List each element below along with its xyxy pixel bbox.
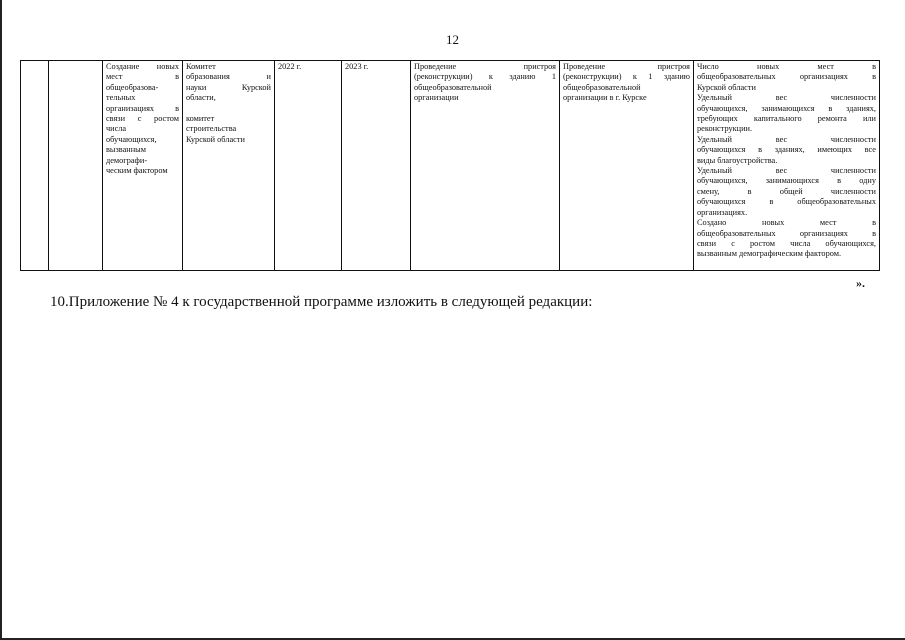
text-line: организации в г. Курске <box>563 93 647 103</box>
text-line: общеобразовательных организациях в <box>697 228 876 238</box>
text-line: Удельный вес численности <box>697 93 876 103</box>
text-line: образования и <box>186 72 271 82</box>
text-line: обучающихся, <box>106 134 157 144</box>
text-line: Создано новых мест в <box>697 218 876 228</box>
text-line: связи с ростом <box>106 114 179 124</box>
end-year: 2023 г. <box>345 62 369 71</box>
start-year: 2022 г. <box>278 62 302 71</box>
indicators-text <box>697 62 876 260</box>
cell-end-year <box>342 61 411 271</box>
event-name-text <box>106 62 179 176</box>
text-line: (реконструкции) к 1 зданию <box>563 72 690 82</box>
text-line: вызванным демографическим фактором. <box>697 249 842 259</box>
text-line: связи с ростом числа обучающихся, <box>697 238 876 248</box>
text-line: требующих капитального ремонта или <box>697 114 876 124</box>
text-line: области, <box>186 93 216 103</box>
cell-start-year <box>275 61 342 271</box>
indicator-item <box>697 62 876 93</box>
text-line: организациях. <box>697 207 748 217</box>
text-line: организациях в <box>106 103 179 113</box>
text-line: обучающихся в зданиях, имеющих все <box>697 145 876 155</box>
text-line: обучающихся, занимающихся в зданиях, <box>697 103 876 113</box>
text-line: общеобразова- <box>106 82 159 92</box>
text-line <box>186 104 271 114</box>
text-line: мест в <box>106 72 179 82</box>
text-line: ческим фактором <box>106 166 168 176</box>
indicator-item <box>697 93 876 135</box>
cell-result <box>560 61 694 271</box>
table-row <box>21 61 880 271</box>
text-line: общеобразовательной <box>414 82 492 92</box>
text-line: общеобразовательной <box>563 82 641 92</box>
page-number: 12 <box>446 32 459 47</box>
text-line: Курской области <box>697 82 756 92</box>
scan-edge-left <box>0 0 2 640</box>
text-line: Число новых мест в <box>697 62 876 71</box>
text-line: обучающихся в общеобразовательных <box>697 197 876 207</box>
text-line: комитет <box>186 114 215 124</box>
text-line: вызванным <box>106 145 146 155</box>
text-line: науки Курской <box>186 82 271 92</box>
program-table <box>20 60 880 271</box>
executor-text <box>186 62 271 145</box>
cell-event-name <box>103 61 183 271</box>
text-line: реконструкции. <box>697 124 753 134</box>
indicator-item <box>697 135 876 166</box>
text-line: Проведение пристроя <box>563 62 690 71</box>
text-line: обучающихся, занимающихся в одну <box>697 176 876 186</box>
text-line: Удельный вес численности <box>697 134 876 144</box>
cell-executor <box>183 61 275 271</box>
text-line: строительства <box>186 124 237 134</box>
text-line: Комитет <box>186 62 216 71</box>
text-line: Удельный вес численности <box>697 166 876 176</box>
text-line: Курской области <box>186 134 245 144</box>
text-line: (реконструкции) к зданию 1 <box>414 72 556 82</box>
cell-content <box>411 61 560 271</box>
result-text <box>563 62 690 104</box>
text-line: виды благоустройства. <box>697 155 778 165</box>
cell-number <box>21 61 49 271</box>
text-line: числа <box>106 124 127 134</box>
cell-indicators <box>694 61 880 271</box>
text-line: Создание новых <box>106 62 179 71</box>
indicator-item <box>697 166 876 218</box>
text-line: смену, в общей численности <box>697 186 876 196</box>
text-line: Проведение пристроя <box>414 62 556 71</box>
text-line: тельных <box>106 93 136 103</box>
text-line: демографи- <box>106 155 148 165</box>
cell-subprogram <box>49 61 103 271</box>
instruction-paragraph: 10.Приложение № 4 к государственной программе изложить в следующей редакции: <box>50 294 593 310</box>
indicator-item <box>697 218 876 260</box>
text-line: организации <box>414 93 459 103</box>
text-line: общеобразовательных организациях в <box>697 72 876 82</box>
closing-quote: ». <box>856 276 865 290</box>
content-text <box>414 62 556 104</box>
